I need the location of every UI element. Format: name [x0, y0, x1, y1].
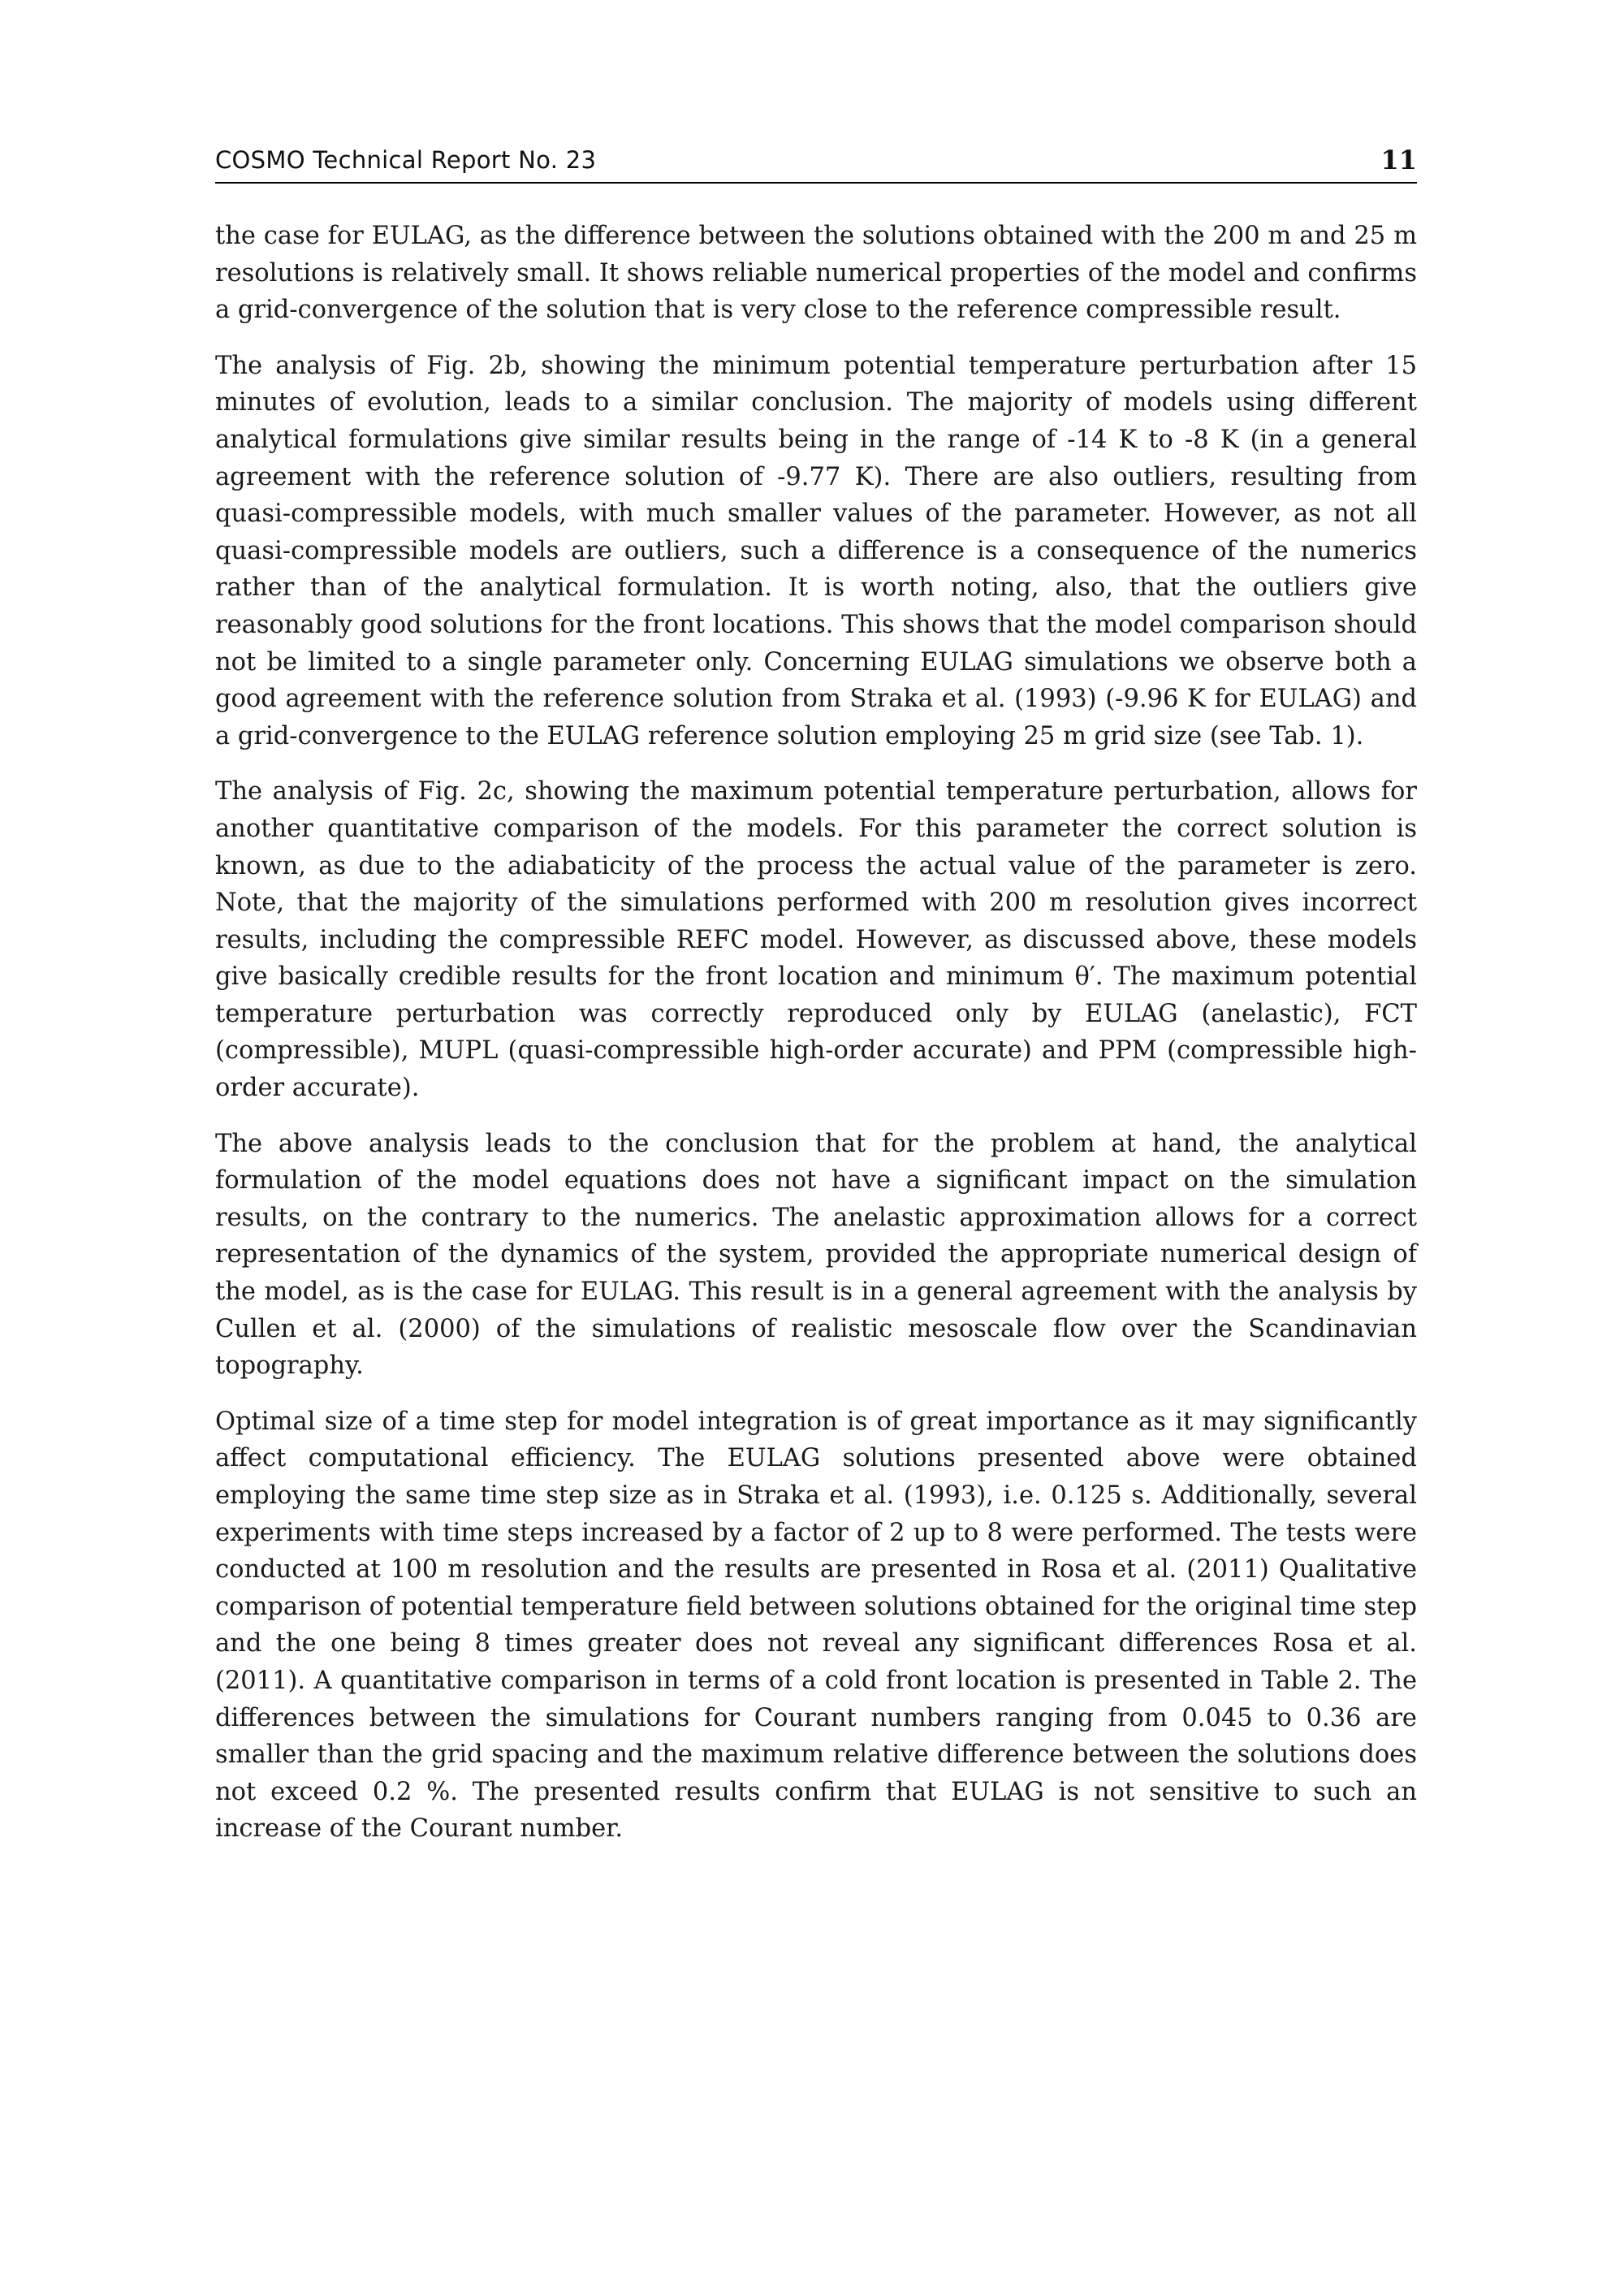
body-text	[215, 218, 1417, 1866]
paragraph: the case for EULAG, as the difference between the solutions obtained with the 200 m and 25 m resolutions is relatively small. It shows reliable numerical properties of the model and confirms a grid-convergence of the solution that is very close to the reference compressible result.	[215, 222, 1417, 325]
report-title: COSMO Technical Report No. 23	[215, 146, 597, 174]
page-number: 11	[1380, 145, 1417, 175]
paragraph: The analysis of Fig. 2b, showing the minimum potential temperature perturbation after 15 minutes of evolution, leads to a similar conclusion. The majority of models using different analytical formulations give similar results being in the range of -14 K to -8 K (in a general agreement with the reference solution of -9.77 K). There are also outliers, resulting from quasi-compressible models, with much smaller values of the parameter. However, as not all quasi-compressible models are outliers, such a difference is a consequence of the numerics rather than of the analytical formulation. It is worth noting, also, that the outliers give reasonably good solutions for the front locations. This shows that the model comparison should not be limited to a single parameter only. Concerning EULAG simulations we observe both a good agreement with the reference solution from Straka et al. (1993) (-9.96 K for EULAG) and a grid-convergence to the EULAG reference solution employing 25 m grid size (see Tab. 1).	[215, 351, 1417, 750]
paragraph: Optimal size of a time step for model integration is of great importance as it may significantly affect computational efficiency. The EULAG solutions presented above were obtained employing the same time step size as in Straka et al. (1993), i.e. 0.125 s. Additionally, several experiments with time steps increased by a factor of 2 up to 8 were performed. The tests were conducted at 100 m resolution and the results are presented in Rosa et al. (2011) Qualitative comparison of potential temperature field between solutions obtained for the original time step and the one being 8 times greater does not reveal any significant differences Rosa et al. (2011). A quantitative comparison in terms of a cold front location is presented in Table 2. The differences between the simulations for Courant numbers ranging from 0.045 to 0.36 are smaller than the grid spacing and the maximum relative difference between the solutions does not exceed 0.2 %. The presented results confirm that EULAG is not sensitive to such an increase of the Courant number.	[215, 1407, 1417, 1844]
paragraph: The analysis of Fig. 2c, showing the maximum potential temperature perturbation, allows for another quantitative comparison of the models. For this parameter the correct solution is known, as due to the adiabaticity of the process the actual value of the parameter is zero. Note, that the majority of the simulations performed with 200 m resolution gives incorrect results, including the compressible REFC model. However, as discussed above, these models give basically credible results for the front location and minimum θ′. The maximum potential temperature perturbation was correctly reproduced only by EULAG (anelastic), FCT (compressible), MUPL (quasi-compressible high-order accurate) and PPM (compressible high-order accurate).	[215, 777, 1417, 1103]
page-header	[215, 143, 1417, 184]
paragraph: The above analysis leads to the conclusion that for the problem at hand, the analytical formulation of the model equations does not have a significant impact on the simulation results, on the contrary to the numerics. The anelastic approximation allows for a correct representation of the dynamics of the system, provided the appropriate numerical design of the model, as is the case for EULAG. This result is in a general agreement with the analysis by Cullen et al. (2000) of the simulations of realistic mesoscale flow over the Scandinavian topography.	[215, 1129, 1417, 1381]
